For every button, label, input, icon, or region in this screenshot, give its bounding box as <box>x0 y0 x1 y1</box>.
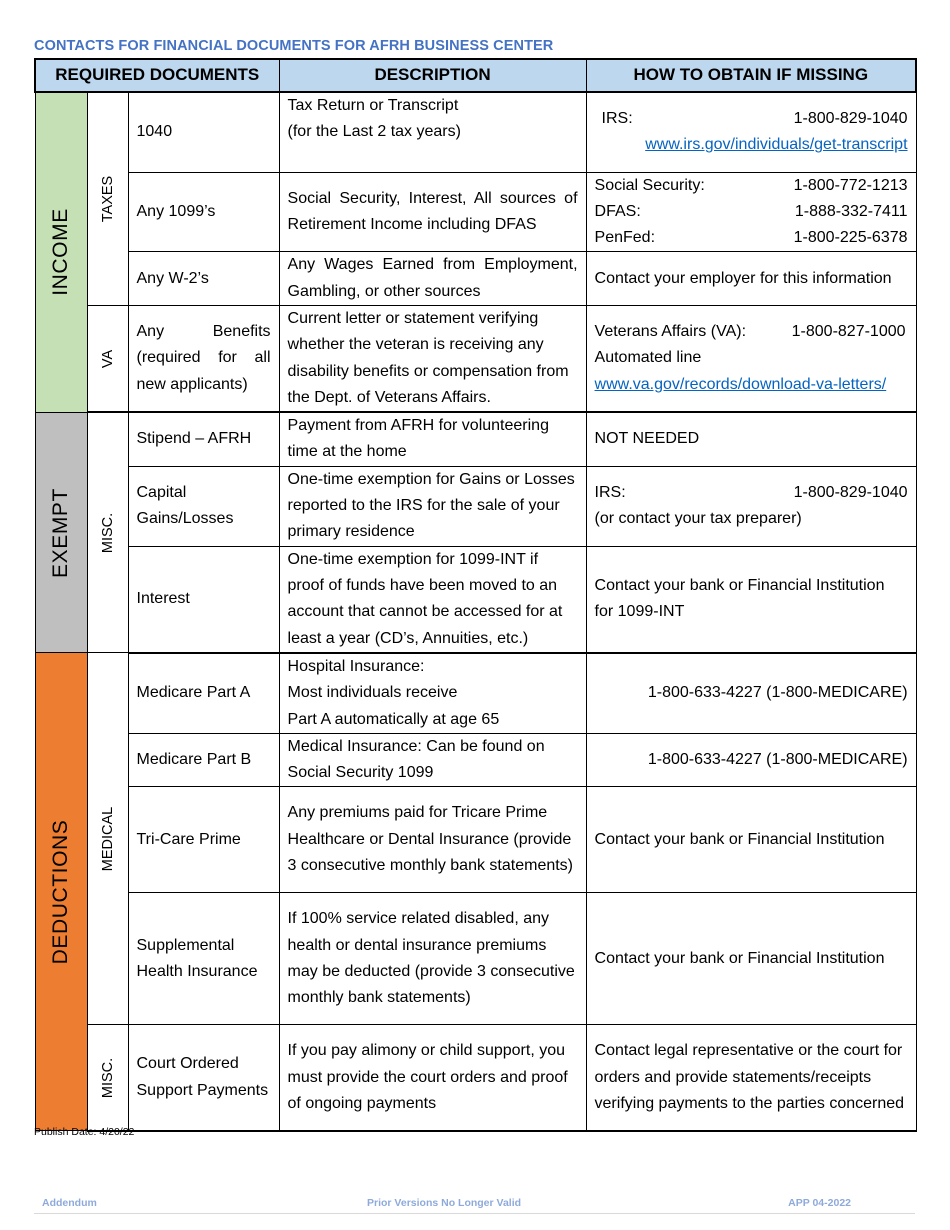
page-footer <box>34 1197 915 1214</box>
va-phone: 1-800-827-1000 <box>791 323 906 341</box>
category-income-label: INCOME <box>48 208 72 297</box>
obtain-1040 <box>586 92 916 172</box>
table-row <box>35 733 916 787</box>
desc-medicare-a-line-1: Hospital Insurance: <box>287 657 425 675</box>
table-row <box>35 305 916 412</box>
contact-phone: 1-800-772-1213 <box>793 176 908 194</box>
desc-1099: Social Security, Interest, All sources of Retirement Income including DFAS <box>279 172 586 252</box>
table-row <box>35 893 916 1025</box>
doc-medicare-a: Medicare Part A <box>128 653 279 733</box>
irs-contact-line <box>595 106 908 132</box>
desc-medicare-a-line-3: Part A automatically at age 65 <box>287 710 500 728</box>
table-row <box>35 172 916 252</box>
contact-phone: 1-888-332-7411 <box>794 202 908 220</box>
obtain-tricare: Contact your bank or Financial Institution <box>586 787 916 893</box>
obtain-1099 <box>586 172 916 252</box>
table-row <box>35 412 916 466</box>
va-link-line <box>595 372 908 398</box>
doc-benefits: Any Benefits (required for all new applicants) <box>128 305 279 412</box>
category-deductions-label: DEDUCTIONS <box>48 819 72 965</box>
subcategory-va-label: VA <box>99 349 116 368</box>
subcategory-exempt-misc <box>87 412 128 653</box>
doc-court-ordered: Court Ordered Support Payments <box>128 1025 279 1131</box>
contact-phone: 1-800-225-6378 <box>793 229 908 247</box>
doc-capital-gains: Capital Gains/Losses <box>128 466 279 546</box>
footer-addendum: Addendum <box>42 1197 97 1209</box>
table-row <box>35 1025 916 1131</box>
footer-prior-versions: Prior Versions No Longer Valid <box>367 1197 522 1209</box>
va-contact-line <box>595 319 908 345</box>
table-row <box>35 787 916 893</box>
table-row <box>35 466 916 546</box>
va-label: Veterans Affairs (VA): <box>594 323 747 341</box>
va-automated-line: Automated line <box>594 349 702 367</box>
desc-1040-line-2: (for the Last 2 tax years) <box>287 123 461 141</box>
irs-label: IRS: <box>601 109 633 127</box>
subcategory-taxes-label: TAXES <box>99 175 116 223</box>
table-row <box>35 546 916 653</box>
subcategory-deductions-misc <box>87 1025 128 1131</box>
irs-phone: 1-800-829-1040 <box>793 109 908 127</box>
table-row <box>35 252 916 306</box>
irs-contact-line <box>595 480 908 506</box>
category-income <box>35 92 87 412</box>
category-exempt-label: EXEMPT <box>48 487 72 578</box>
obtain-stipend: NOT NEEDED <box>586 412 916 466</box>
category-exempt <box>35 412 87 653</box>
desc-benefits: Current letter or statement verifying whether the veteran is receiving any disability benefits or compensation from the Dept. of Veterans Affairs. <box>279 305 586 412</box>
subcategory-va <box>87 305 128 412</box>
desc-supplemental: If 100% service related disabled, any health or dental insurance premiums may be deducted (provide 3 consecutive monthly bank statements) <box>279 893 586 1025</box>
table-row <box>35 653 916 733</box>
doc-stipend: Stipend – AFRH <box>128 412 279 466</box>
contact-penfed <box>595 225 908 251</box>
desc-stipend: Payment from AFRH for volunteering time at the home <box>279 412 586 466</box>
doc-interest: Interest <box>128 546 279 653</box>
doc-tricare: Tri-Care Prime <box>128 787 279 893</box>
desc-court-ordered: If you pay alimony or child support, you must provide the court orders and proof of ongoing payments <box>279 1025 586 1131</box>
obtain-interest: Contact your bank or Financial Institution for 1099-INT <box>586 546 916 653</box>
subcategory-taxes <box>87 92 128 305</box>
table-header-row <box>35 59 916 92</box>
header-required-documents: REQUIRED DOCUMENTS <box>35 59 279 92</box>
contact-org: Social Security: <box>594 176 705 194</box>
va-letters-link[interactable]: www.va.gov/records/download-va-letters/ <box>594 375 887 393</box>
irs-label: IRS: <box>594 483 626 501</box>
contact-dfas <box>595 199 908 225</box>
obtain-benefits <box>586 305 916 412</box>
doc-w2: Any W-2’s <box>128 252 279 306</box>
subcategory-medical-label: MEDICAL <box>99 806 116 872</box>
header-description: DESCRIPTION <box>279 59 586 92</box>
category-deductions <box>35 653 87 1131</box>
irs-phone: 1-800-829-1040 <box>793 483 908 501</box>
doc-supplemental: Supplemental Health Insurance <box>128 893 279 1025</box>
obtain-court-ordered: Contact legal representative or the court for orders and provide statements/receipts verifying payments to the parties concerned <box>586 1025 916 1131</box>
contact-org: PenFed: <box>594 229 656 247</box>
obtain-w2: Contact your employer for this information <box>586 252 916 306</box>
header-how-to-obtain: HOW TO OBTAIN IF MISSING <box>586 59 916 92</box>
subcategory-deductions-misc-label: MISC. <box>99 1057 116 1098</box>
subcategory-exempt-misc-label: MISC. <box>99 512 116 553</box>
obtain-capital-gains <box>586 466 916 546</box>
tax-preparer-note: (or contact your tax preparer) <box>594 510 802 528</box>
desc-1040 <box>279 92 586 172</box>
obtain-supplemental: Contact your bank or Financial Institution <box>586 893 916 1025</box>
documents-table <box>34 58 917 1132</box>
desc-capital-gains: One-time exemption for Gains or Losses reported to the IRS for the sale of your primary residence <box>279 466 586 546</box>
desc-interest: One-time exemption for 1099-INT if proof of funds have been moved to an account that cannot be accessed for at least a year (CD’s, Annuities, etc.) <box>279 546 586 653</box>
subcategory-medical <box>87 653 128 1025</box>
doc-medicare-b: Medicare Part B <box>128 733 279 787</box>
desc-medicare-a-line-2: Most individuals receive <box>287 684 458 702</box>
doc-1099: Any 1099’s <box>128 172 279 252</box>
desc-1040-line-1: Tax Return or Transcript <box>287 97 459 114</box>
irs-transcript-link[interactable]: www.irs.gov/individuals/get-transcript <box>645 136 908 154</box>
irs-link-line <box>595 132 908 158</box>
table-row <box>35 92 916 172</box>
footer-app-number: APP 04-2022 <box>788 1197 851 1209</box>
desc-w2: Any Wages Earned from Employment, Gambling, or other sources <box>279 252 586 306</box>
contact-social-security <box>595 173 908 199</box>
desc-medicare-b: Medical Insurance: Can be found on Social Security 1099 <box>279 733 586 787</box>
doc-1040: 1040 <box>128 92 279 172</box>
document-title: CONTACTS FOR FINANCIAL DOCUMENTS FOR AFRH BUSINESS CENTER <box>34 38 554 54</box>
obtain-medicare-b: 1-800-633-4227 (1-800-MEDICARE) <box>586 733 916 787</box>
contact-org: DFAS: <box>594 202 641 220</box>
obtain-medicare-a: 1-800-633-4227 (1-800-MEDICARE) <box>586 653 916 733</box>
desc-medicare-a <box>279 653 586 733</box>
publish-date: Publish Date: 4/20/22 <box>34 1126 135 1138</box>
desc-tricare: Any premiums paid for Tricare Prime Healthcare or Dental Insurance (provide 3 consecutive monthly bank statements) <box>279 787 586 893</box>
